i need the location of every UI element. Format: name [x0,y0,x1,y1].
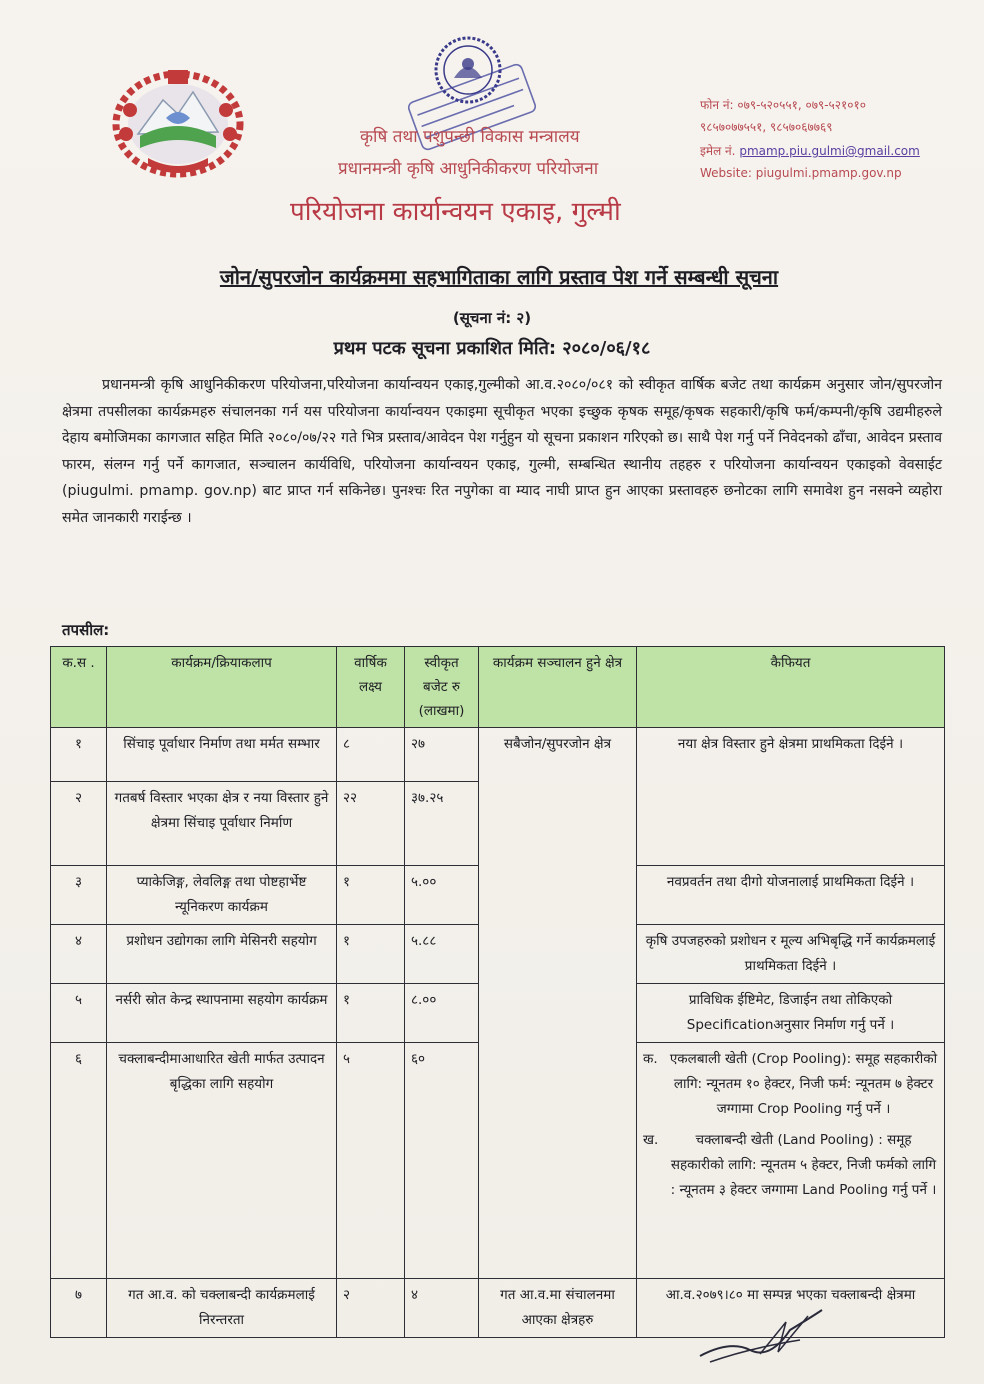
row-target: १ [337,866,405,925]
row-program: चक्लाबन्दीमाआधारित खेती मार्फत उत्पादन बृद्धिका लागि सहयोग [107,1043,337,1279]
remark-text: चक्लाबन्दी खेती (Land Pooling) : समूह सहकारीको लागि: न्यूनतम ५ हेक्टर, निजी फर्मको लागि : न्यूनतम ३ हेक्टर जग्गामा Land Pooling गर्नु पर्ने । [670,1132,937,1198]
remark-text: एकलबाली खेती (Crop Pooling): समूह सहकारीको लागि: न्यूनतम १० हेक्टर, निजी फर्म: न्यूनतम ७ हेक्टर जग्गामा Crop Pooling गर्नु पर्ने । [669,1051,938,1117]
row-remark-list [637,1043,945,1279]
row-target: २२ [337,782,405,866]
remark-key: ख. [643,1132,659,1148]
row-remark: कृषि उपजहरुको प्रशोधन र मूल्य अभिबृद्धि गर्ने कार्यक्रमलाई प्राथमिकता दिईने । [637,925,945,984]
row-remark: नवप्रवर्तन तथा दीगो योजनालाई प्राथमिकता दिईने । [637,866,945,925]
row-program: गत आ.व. को चक्लाबन्दी कार्यक्रमलाई निरन्तरता [107,1279,337,1338]
header-target: वार्षिक लक्ष्य [337,647,405,728]
project-name: प्रधानमन्त्री कृषि आधुनिकीकरण परियोजना [338,159,599,179]
row-budget: ६० [405,1043,479,1279]
publication-date: प्रथम पटक सूचना प्रकाशित मिति: २०८०/०६/१८ [333,338,651,359]
remark-item-crop-pooling [643,1047,938,1122]
header-budget: स्वीकृत बजेट रु (लाखमा) [405,647,479,728]
row-budget: ८.०० [405,984,479,1043]
header-area: कार्यक्रम सञ्चालन हुने क्षेत्र [479,647,637,728]
row-program: गतबर्ष विस्तार भएका क्षेत्र र नया विस्तार हुने क्षेत्रमा सिंचाइ पूर्वाधार निर्माण [107,782,337,866]
contact-phone [700,96,970,113]
nepal-emblem-icon [108,62,248,182]
row-target: १ [337,984,405,1043]
row-sn: ५ [51,984,107,1043]
row-remark: नया क्षेत्र विस्तार हुने क्षेत्रमा प्राथमिकता दिईने । [637,728,945,866]
remark-item-land-pooling [643,1128,938,1203]
row-sn: ६ [51,1043,107,1279]
notice-body: प्रधानमन्त्री कृषि आधुनिकीकरण परियोजना,परियोजना कार्यान्वयन एकाइ,गुल्मीको आ.व.२०८०/०८१ को स्वीकृत वार्षिक बजेट तथा कार्यक्रम अनुसार जोन/सुपरजोन क्षेत्रमा तपसीलका कार्यक्रमहरु संचालनका गर्न यस परियोजना कार्यान्वयन एकाइमा सूचीकृत भएका इच्छुक कृषक समूह/कृषक सहकारी/कृषि फर्म/कम्पनी/कृषि उद्यमीहरुले देहाय बमोजिमका कागजात सहित मिति २०८०/०७/२२ गते भित्र प्रस्ताव/आवेदन पेश गर्नुहुन यो सूचना प्रकाशन गरिएको छ। साथै पेश गर्नु पर्ने निवेदनको ढाँचा, आवेदन प्रस्ताव फारम, संलग्न गर्नु पर्ने कागजात, सञ्चालन कार्यविधि, परियोजना कार्यान्वयन एकाइ, गुल्मी, सम्बन्धित स्थानीय तहहरु र परियोजना कार्यान्वयन एकाइको वेवसाईट (piugulmi. pmamp. gov.np) बाट प्राप्त गर्न सकिनेछ। पुनश्चः रित नपुगेका वा म्याद नाघी प्राप्त हुन आएका प्रस्तावहरु छनोटका लागि समावेश हुन नसक्ने व्यहोरा समेत जानकारी गराईन्छ । [62,377,942,526]
contact-mobile [700,118,970,135]
row-target: ५ [337,1043,405,1279]
row-remark: आ.व.२०७९।८० मा सम्पन्न भएका चक्लाबन्दी क्षेत्रमा [637,1279,945,1338]
signature-icon [690,1300,830,1370]
email-link[interactable]: pmamp.piu.gulmi@gmail.com [739,144,920,158]
row-area: गत आ.व.मा संचालनमा आएका क्षेत्रहरु [479,1279,637,1338]
ministry-name: कृषि तथा पशुपन्छी विकास मन्त्रालय [360,127,580,147]
row-budget: ३७.२५ [405,782,479,866]
row-area-shared: सबैजोन/सुपरजोन क्षेत्र [479,728,637,1279]
notice-subject: जोन/सुपरजोन कार्यक्रममा सहभागिताका लागि प्रस्ताव पेश गर्ने सम्बन्धी सूचना [219,265,779,289]
phone-label: फोन नं: [700,98,734,112]
row-sn: ३ [51,866,107,925]
phone-numbers-1: ०७९-५२०५५१, ०७९-५२१०१० [737,98,866,112]
unit-name: परियोजना कार्यान्वयन एकाइ, गुल्मी [290,197,621,227]
row-sn: २ [51,782,107,866]
row-program: प्रशोधन उद्योगका लागि मेसिनरी सहयोग [107,925,337,984]
email-label: इमेल नं. [700,144,736,158]
row-remark: प्राविधिक ईष्टिमेट, डिजाईन तथा तोकिएको Specificationअनुसार निर्माण गर्नु पर्ने । [637,984,945,1043]
remark-key: क. [643,1051,658,1067]
program-table [50,646,945,1338]
table-row [51,728,945,782]
row-budget: ५.०० [405,866,479,925]
row-budget: २७ [405,728,479,782]
row-target: २ [337,1279,405,1338]
notice-number: (सूचना नं: २) [452,309,532,327]
row-budget: ५.८८ [405,925,479,984]
row-sn: ४ [51,925,107,984]
row-target: ८ [337,728,405,782]
row-sn: ७ [51,1279,107,1338]
contact-website [700,166,970,180]
header-sn: क.स . [51,647,107,728]
header-remarks: कैफियत [637,647,945,728]
website-link[interactable]: piugulmi.pmamp.gov.np [755,166,902,180]
row-sn: १ [51,728,107,782]
row-target: १ [337,925,405,984]
website-label: Website: [700,166,752,180]
row-program: प्याकेजिङ्ग, लेवलिङ्ग तथा पोष्टहार्भेष्ट न्यूनिकरण कार्यक्रम [107,866,337,925]
contact-email [700,142,970,159]
header-program: कार्यक्रम/क्रियाकलाप [107,647,337,728]
phone-numbers-2: ९८५७०७७५५१, ९८५७०६७७६९ [700,120,833,134]
row-budget: ४ [405,1279,479,1338]
row-program: सिंचाइ पूर्वाधार निर्माण तथा मर्मत सम्भार [107,728,337,782]
row-program: नर्सरी स्रोत केन्द्र स्थापनामा सहयोग कार्यक्रम [107,984,337,1043]
details-label: तपसील: [62,621,110,639]
table-header-row [51,647,945,728]
